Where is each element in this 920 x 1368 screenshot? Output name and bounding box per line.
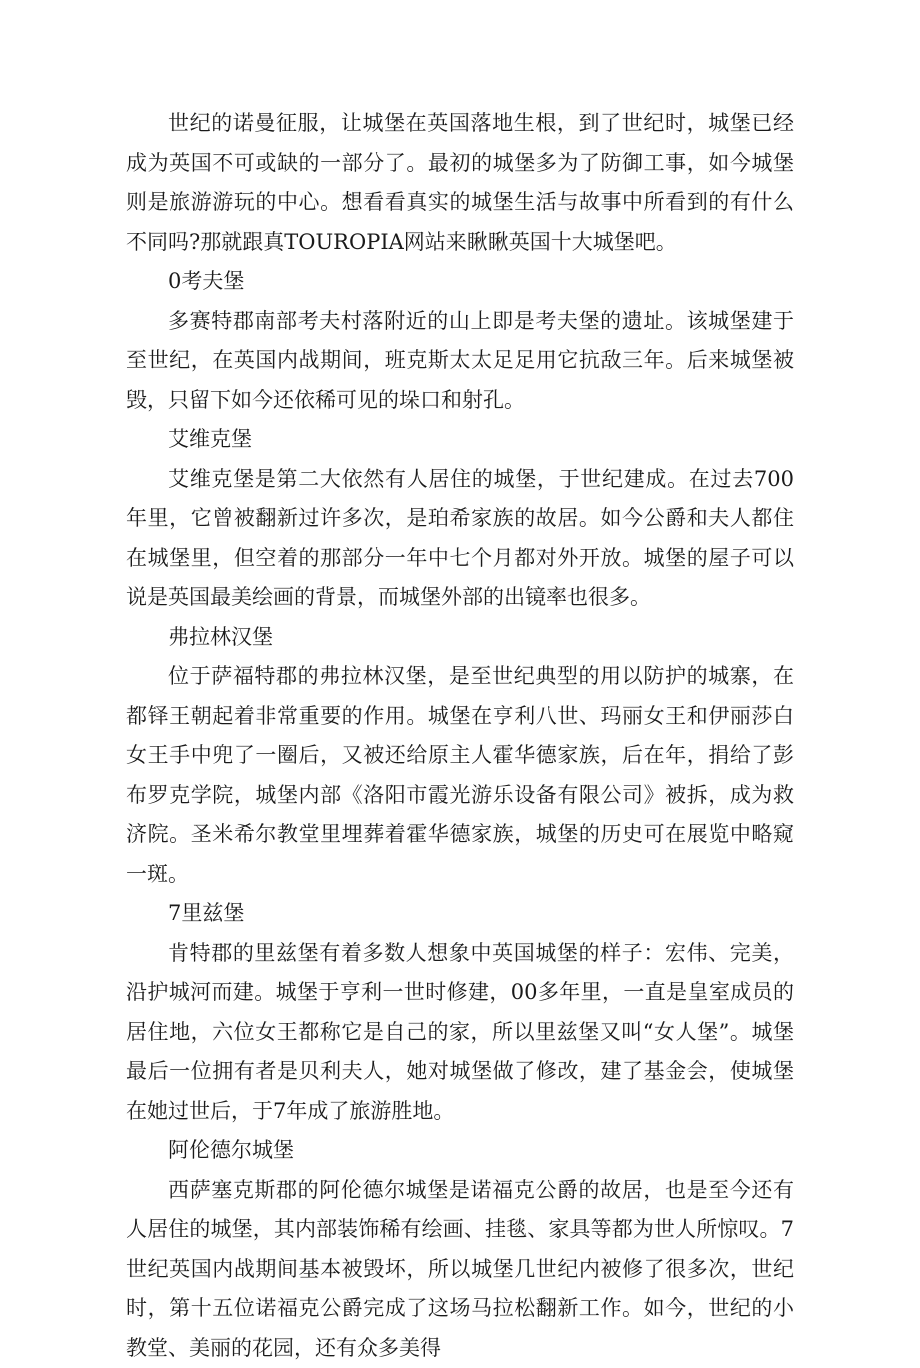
document-body <box>126 104 794 1368</box>
section-title-leeds: 7里兹堡 <box>126 894 794 934</box>
intro-paragraph: 世纪的诺曼征服，让城堡在英国落地生根，到了世纪时，城堡已经成为英国不可或缺的一部分了。最初的城堡多为了防御工事，如今城堡则是旅游游玩的中心。想看看真实的城堡生活与故事中所看到的有什么不同吗?那就跟真TOUROPIA网站来瞅瞅英国十大城堡吧。 <box>126 104 794 262</box>
section-title-arundel: 阿伦德尔城堡 <box>126 1131 794 1171</box>
section-body-leeds: 肯特郡的里兹堡有着多数人想象中英国城堡的样子：宏伟、完美，沿护城河而建。城堡于亨利一世时修建，00多年里，一直是皇室成员的居住地，六位女王都称它是自己的家，所以里兹堡又叫“女人堡”。城堡最后一位拥有者是贝利夫人，她对城堡做了修改，建了基金会，使城堡在她过世后，于7年成了旅游胜地。 <box>126 934 794 1132</box>
section-body-framlingham: 位于萨福特郡的弗拉林汉堡，是至世纪典型的用以防护的城寨，在都铎王朝起着非常重要的作用。城堡在亨利八世、玛丽女王和伊丽莎白女王手中兜了一圈后，又被还给原主人霍华德家族，后在年，捐给了彭布罗克学院，城堡内部《洛阳市霞光游乐设备有限公司》被拆，成为救济院。圣米希尔教堂里埋葬着霍华德家族，城堡的历史可在展览中略窥一斑。 <box>126 657 794 894</box>
section-title-alnwick: 艾维克堡 <box>126 420 794 460</box>
section-body-corfe: 多赛特郡南部考夫村落附近的山上即是考夫堡的遗址。该城堡建于至世纪，在英国内战期间，班克斯太太足足用它抗敌三年。后来城堡被毁，只留下如今还依稀可见的垛口和射孔。 <box>126 302 794 421</box>
section-title-corfe: 0考夫堡 <box>126 262 794 302</box>
section-body-arundel: 西萨塞克斯郡的阿伦德尔城堡是诺福克公爵的故居，也是至今还有人居住的城堡，其内部装饰稀有绘画、挂毯、家具等都为世人所惊叹。7世纪英国内战期间基本被毁坏，所以城堡几世纪内被修了很多次，世纪时，第十五位诺福克公爵完成了这场马拉松翻新工作。如今，世纪的小教堂、美丽的花园，还有众多美得 <box>126 1171 794 1368</box>
section-body-alnwick: 艾维克堡是第二大依然有人居住的城堡，于世纪建成。在过去700年里，它曾被翻新过许多次，是珀希家族的故居。如今公爵和夫人都住在城堡里，但空着的那部分一年中七个月都对外开放。城堡的屋子可以说是英国最美绘画的背景，而城堡外部的出镜率也很多。 <box>126 460 794 618</box>
section-title-framlingham: 弗拉林汉堡 <box>126 618 794 658</box>
